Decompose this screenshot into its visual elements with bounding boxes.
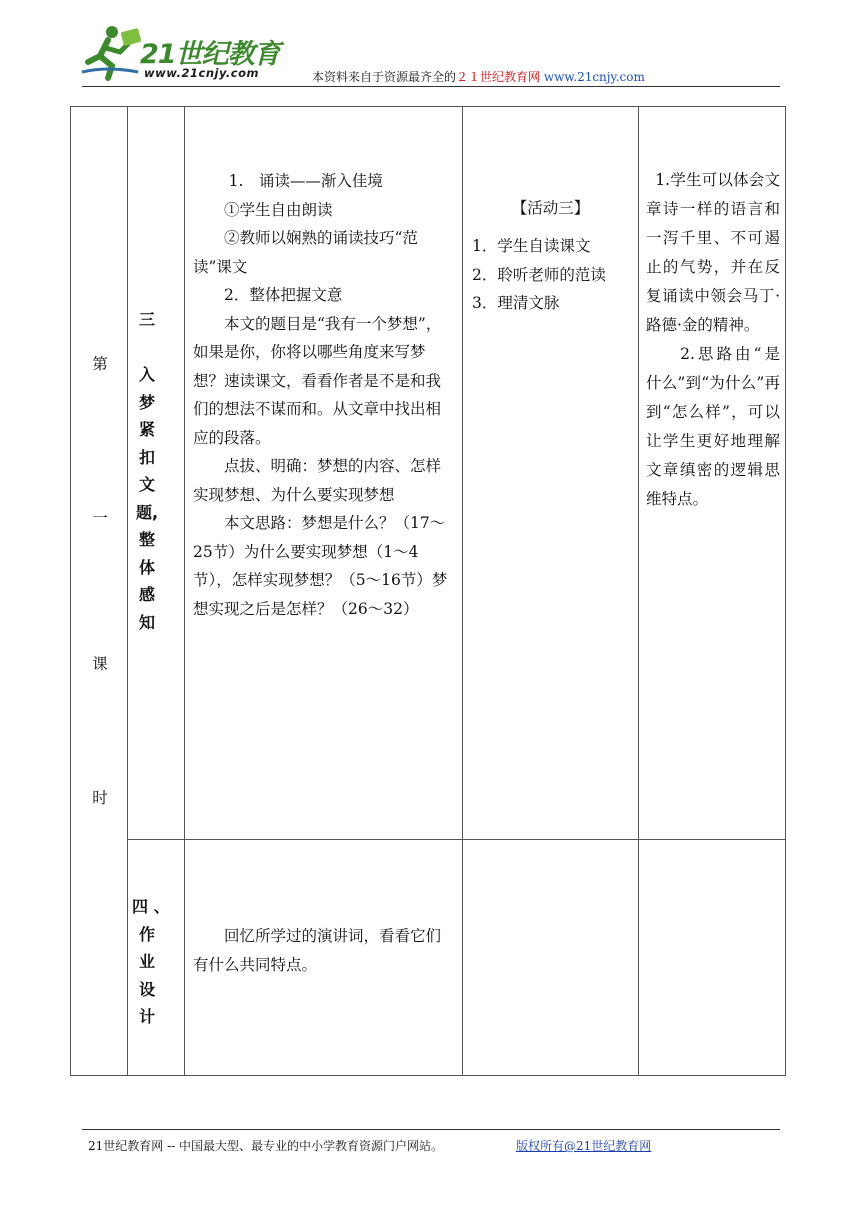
activity-item: 1．学生自读课文 — [472, 237, 591, 255]
header-note-prefix: 本资料来自于资源最齐全的 — [312, 70, 457, 84]
stage-char: 知 — [138, 612, 155, 632]
stage-char: 计 — [138, 1007, 155, 1026]
stage-char: 体 — [138, 557, 155, 577]
stage-three-heading — [132, 306, 162, 636]
logo-url: www.21cnjy.com — [144, 66, 259, 80]
site-logo — [78, 22, 288, 84]
table-row-divider — [127, 839, 786, 840]
design-intent — [646, 166, 780, 514]
lesson-label-char: 时 — [92, 789, 108, 807]
stage-char: 题, — [135, 502, 159, 522]
activity-item: 3．理清文脉 — [472, 294, 560, 312]
header-note — [312, 68, 645, 85]
stage-char: 梦 — [138, 392, 155, 412]
stage-char: 作 — [138, 924, 155, 944]
table-col-divider — [127, 106, 128, 1076]
lesson-label-char: 课 — [92, 655, 108, 673]
logo-text: 21世纪教育 — [140, 39, 280, 70]
content-paragraph: 1. 诵读——渐入佳境 — [228, 172, 383, 190]
stage-three-content — [193, 167, 455, 623]
lesson-label-char: 第 — [92, 355, 108, 373]
stage-char: 入 — [138, 365, 155, 384]
stage-char: 三 — [138, 310, 155, 329]
table-col-divider — [184, 106, 185, 1076]
activity-title: 【活动三】 — [511, 199, 590, 217]
content-paragraph: 本文思路：梦想是什么？（17～25节）为什么要实现梦想（1～4节），怎样实现梦想？（5～16节）梦想实现之后是怎样？（26～32） — [193, 514, 448, 618]
stage-four-content — [193, 922, 455, 979]
stage-char: 感 — [138, 585, 155, 604]
stage-char — [132, 334, 162, 362]
content-paragraph: ②教师以娴熟的诵读技巧“范读”课文 — [193, 229, 418, 276]
stage-char: 紧 — [138, 420, 155, 439]
content-paragraph: 2．整体把握文意 — [224, 286, 343, 304]
runner-logo-icon — [78, 22, 148, 82]
stage-char: 扣 — [138, 447, 155, 467]
footer-text: 21世纪教育网 -- 中国最大型、最专业的中小学教育资源门户网站。 — [88, 1139, 444, 1153]
stage-four-heading — [132, 893, 170, 1031]
content-paragraph: ①学生自由朗读 — [224, 200, 333, 219]
header-note-url[interactable]: www.21cnjy.com — [543, 70, 645, 84]
table-col-divider — [462, 106, 463, 1076]
content-paragraph: 点拔、明确：梦想的内容、怎样实现梦想、为什么要实现梦想 — [193, 457, 442, 504]
activity-item: 2．聆听老师的范读 — [472, 265, 606, 284]
content-paragraph: 回忆所学过的演讲词，看看它们有什么共同特点。 — [193, 927, 442, 974]
stage-char: 四 、 — [132, 897, 170, 916]
footer-divider — [82, 1129, 780, 1130]
activity-list — [472, 232, 606, 318]
header-note-site: ２１世纪教育网 — [456, 70, 541, 84]
stage-char: 设 — [138, 979, 155, 999]
stage-char: 文 — [138, 475, 155, 494]
stage-char: 业 — [138, 952, 155, 971]
intent-paragraph: 2.思路由“是什么”到“为什么”再到“怎么样”，可以让学生更好地理解文章缜密的逻辑思维特点。 — [646, 345, 780, 508]
header-divider — [82, 86, 780, 87]
table-col-divider — [638, 106, 639, 1076]
lesson-label-char: 一 — [92, 509, 108, 527]
copyright-link[interactable]: 版权所有@21世纪教育网 — [516, 1139, 652, 1153]
stage-char: 整 — [138, 530, 155, 549]
intent-paragraph: 1.学生可以体会文章诗一样的语言和一泻千里、不可遏止的气势，并在反复诵读中领会马丁·路德·金的精神。 — [646, 171, 780, 334]
content-paragraph: 本文的题目是“我有一个梦想”，如果是你，你将以哪些角度来写梦想？速读课文，看看作者是不是和我们的想法不谋而和。从文章中找出相应的段落。 — [193, 314, 442, 447]
